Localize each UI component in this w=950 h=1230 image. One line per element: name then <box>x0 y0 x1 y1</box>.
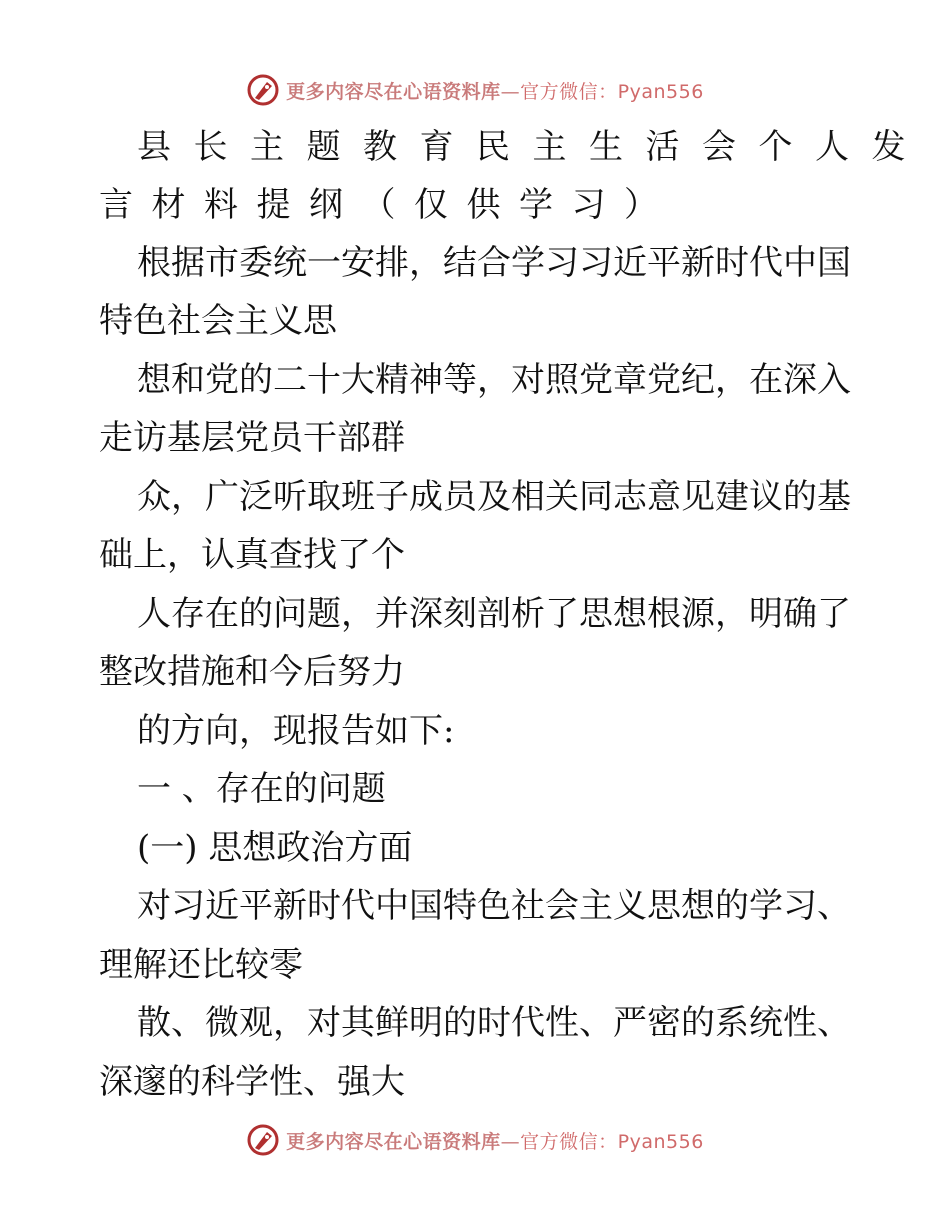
section-heading: 一 、存在的问题 <box>137 769 386 809</box>
header-watermark-banner <box>0 70 950 110</box>
banner-main-text: 更多内容尽在心语资料库 <box>286 80 501 103</box>
body-line: 理解还比较零 <box>99 945 303 985</box>
footer-watermark-banner <box>0 1120 950 1160</box>
banner-wechat-id: 官方微信：Pyan556 <box>520 1130 704 1153</box>
banner-main-text: 更多内容尽在心语资料库 <box>286 1130 501 1153</box>
banner-text <box>286 77 704 104</box>
banner-text <box>286 1127 704 1154</box>
body-line: 散、微观，对其鲜明的时代性、严密的系统性、 <box>137 1003 851 1043</box>
body-line: 的方向，现报告如下: <box>137 711 455 751</box>
pen-nib-circle-icon <box>246 73 280 107</box>
body-line: 众，广泛听取班子成员及相关同志意见建议的基 <box>137 477 851 517</box>
body-line: 对习近平新时代中国特色社会主义思想的学习、 <box>137 886 851 926</box>
body-line: 深邃的科学性、强大 <box>99 1062 405 1102</box>
body-line: 特色社会主义思 <box>99 301 337 341</box>
banner-wechat-id: 官方微信：Pyan556 <box>520 80 704 103</box>
document-title-line-1: 县长主题教育民主生活会个人发 <box>137 127 928 167</box>
body-line: 整改措施和今后努力 <box>99 652 405 692</box>
body-line: 走访基层党员干部群 <box>99 418 405 458</box>
subsection-heading: (一) 思想政治方面 <box>137 828 413 868</box>
banner-separator: — <box>500 80 521 103</box>
body-line: 人存在的问题，并深刻剖析了思想根源，明确了 <box>137 594 851 634</box>
body-line: 础上，认真查找了个 <box>99 535 405 575</box>
pen-nib-circle-icon <box>246 1123 280 1157</box>
body-line: 根据市委统一安排，结合学习习近平新时代中国 <box>137 243 851 283</box>
banner-separator: — <box>500 1130 521 1153</box>
body-line: 想和党的二十大精神等，对照党章党纪，在深入 <box>137 360 851 400</box>
document-title-line-2: 言材料提纲（仅供学习） <box>99 185 677 225</box>
